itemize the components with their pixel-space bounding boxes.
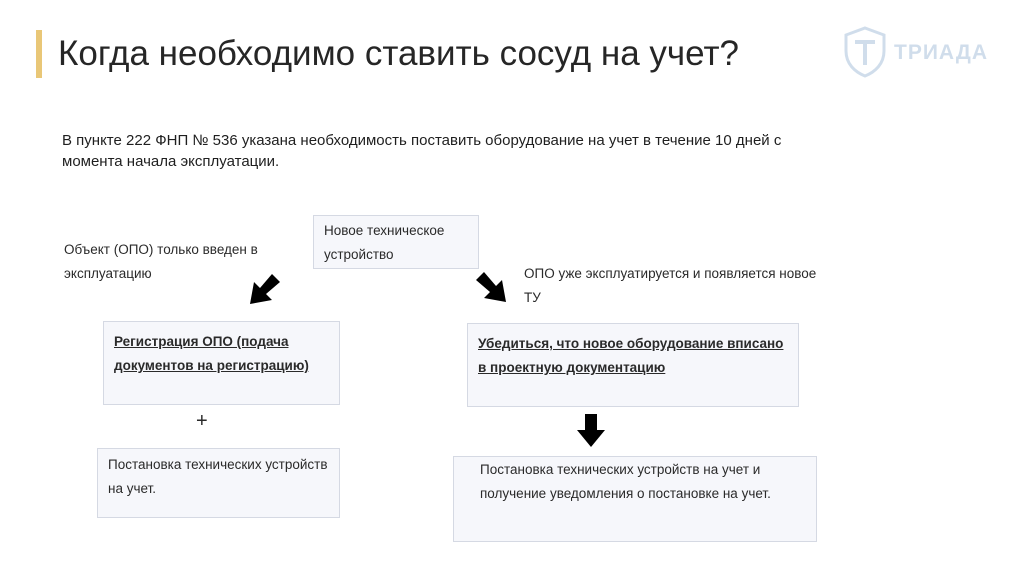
- arrow-down-left-icon: [248, 272, 282, 306]
- right-condition-text: ОПО уже эксплуатируется и появляется новое ТУ: [524, 266, 817, 305]
- register-and-notify-box: [453, 456, 817, 542]
- new-device-box: [313, 215, 479, 269]
- new-device-label: Новое техническое устройство: [324, 223, 445, 262]
- check-documentation-box: [467, 323, 799, 407]
- register-and-notify-text: Постановка технических устройств на учет и получение уведомления о постановке на учет.: [480, 462, 771, 501]
- logo-text: ТРИАДА: [894, 41, 988, 64]
- plus-sign: +: [196, 410, 208, 432]
- shield-icon: [842, 25, 888, 79]
- check-documentation-text: Убедиться, что новое оборудование вписано в проектную документацию: [478, 336, 784, 375]
- register-opo-text: Регистрация ОПО (подача документов на регистрацию): [114, 334, 309, 373]
- page-title: Когда необходимо ставить сосуд на учет?: [58, 34, 739, 73]
- intro-text: В пункте 222 ФНП № 536 указана необходимость поставить оборудование на учет в течение 10 дней с момента начала эксплуатации.: [62, 132, 782, 170]
- left-condition-text: Объект (ОПО) только введен в эксплуатацию: [64, 242, 258, 281]
- register-devices-text: Постановка технических устройств на учет.: [108, 457, 328, 496]
- title-accent-bar: [36, 30, 42, 78]
- arrow-down-icon: [576, 414, 606, 448]
- register-devices-box: [97, 448, 340, 518]
- logo: [842, 25, 992, 83]
- arrow-down-right-icon: [474, 270, 508, 304]
- register-opo-box: [103, 321, 340, 405]
